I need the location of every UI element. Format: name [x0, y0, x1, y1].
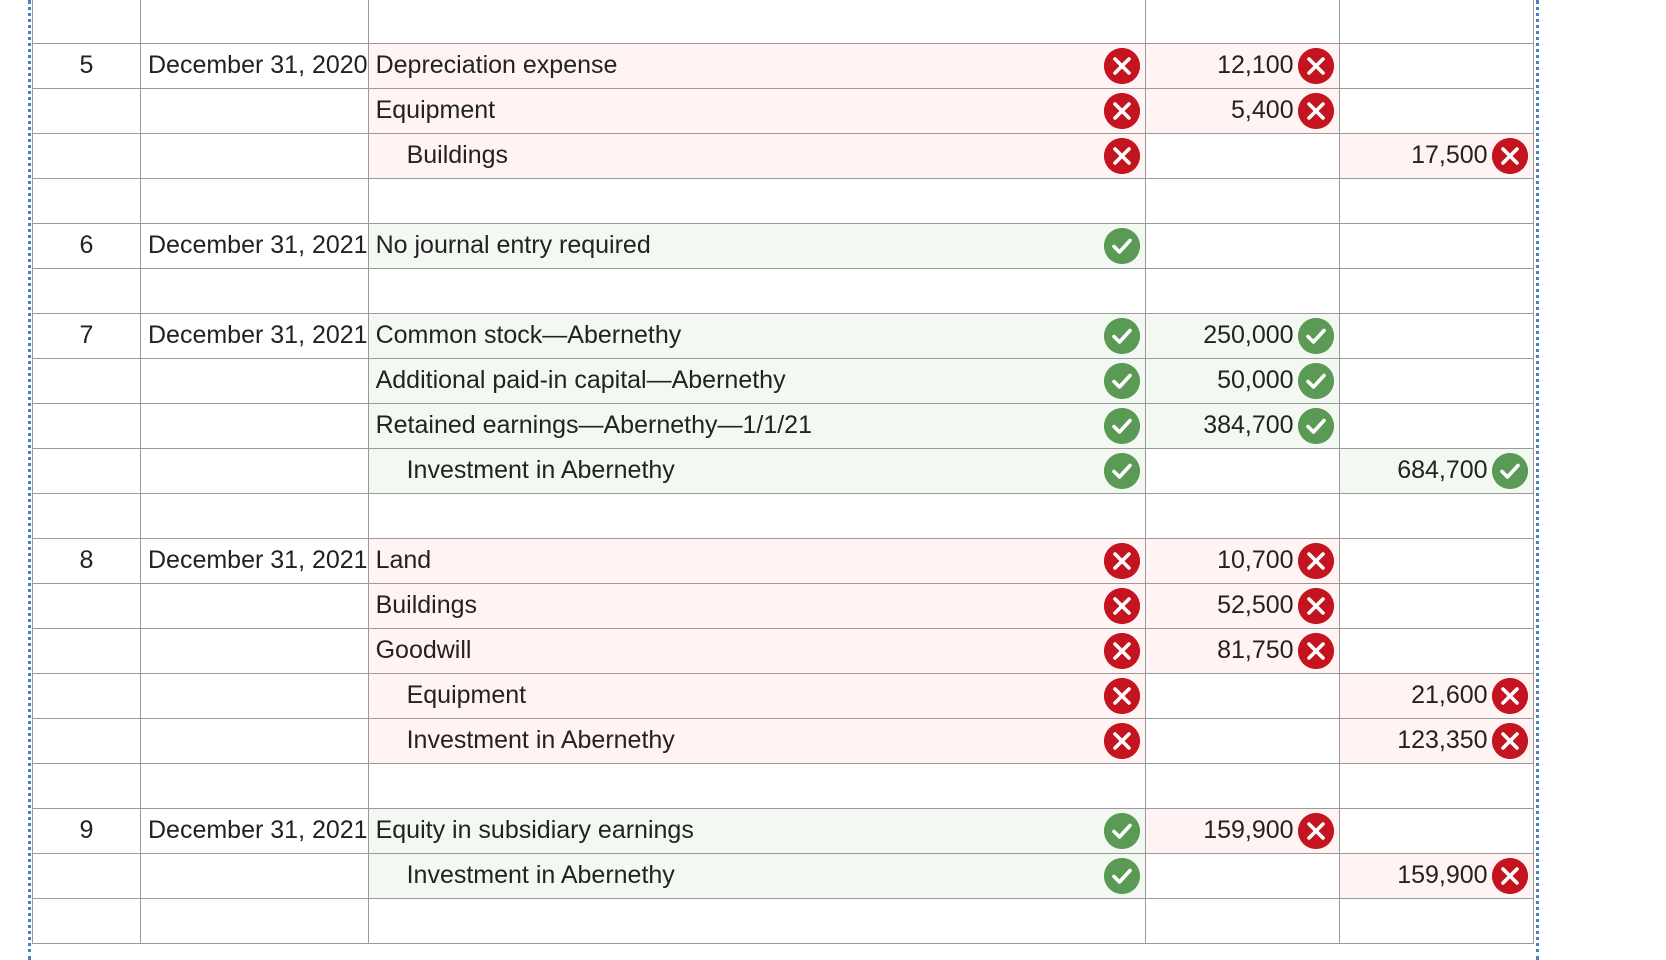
account-cell[interactable] — [368, 313, 1145, 358]
check-circle-icon — [1104, 318, 1140, 354]
credit-amount: 159,900 — [1397, 861, 1488, 889]
check-circle-icon — [1492, 453, 1528, 489]
entry-number-cell[interactable] — [33, 358, 141, 403]
table-row — [33, 313, 1534, 358]
credit-amount: 684,700 — [1397, 456, 1488, 484]
account-cell[interactable] — [368, 628, 1145, 673]
credit-cell[interactable] — [1339, 178, 1533, 223]
table-row — [33, 763, 1534, 808]
table-row — [33, 403, 1534, 448]
entry-number-cell[interactable] — [33, 178, 141, 223]
entry-number-cell[interactable]: 7 — [33, 313, 141, 358]
x-circle-icon — [1104, 678, 1140, 714]
date-cell[interactable]: December 31, 2021 — [141, 538, 369, 583]
entry-number-cell[interactable] — [33, 628, 141, 673]
account-name: Investment in Abernethy — [406, 456, 675, 484]
x-circle-icon — [1492, 858, 1528, 894]
entry-number-cell[interactable]: 5 — [33, 43, 141, 88]
account-name: Common stock—Abernethy — [375, 321, 682, 349]
debit-cell[interactable] — [1145, 268, 1339, 313]
debit-cell[interactable] — [1145, 898, 1339, 943]
entry-number-cell[interactable] — [33, 133, 141, 178]
entry-number-cell[interactable] — [33, 448, 141, 493]
account-cell[interactable] — [368, 493, 1145, 538]
account-cell[interactable] — [368, 88, 1145, 133]
account-name: Investment in Abernethy — [406, 861, 675, 889]
debit-amount: 81,750 — [1217, 636, 1294, 664]
debit-amount: 52,500 — [1217, 591, 1294, 619]
check-circle-icon — [1104, 813, 1140, 849]
account-name: Investment in Abernethy — [406, 726, 675, 754]
debit-cell[interactable] — [1145, 583, 1339, 628]
date-cell[interactable] — [141, 898, 369, 943]
table-row — [33, 448, 1534, 493]
check-circle-icon — [1104, 858, 1140, 894]
table-row — [33, 583, 1534, 628]
account-cell[interactable] — [368, 268, 1145, 313]
account-cell[interactable] — [368, 0, 1145, 43]
check-circle-icon — [1298, 363, 1334, 399]
x-circle-icon — [1298, 588, 1334, 624]
credit-amount: 123,350 — [1397, 726, 1488, 754]
credit-cell[interactable] — [1339, 538, 1533, 583]
table-row — [33, 853, 1534, 898]
date-cell[interactable] — [141, 628, 369, 673]
x-circle-icon — [1104, 93, 1140, 129]
date-cell[interactable] — [141, 853, 369, 898]
credit-cell[interactable] — [1339, 628, 1533, 673]
table-row — [33, 43, 1534, 88]
check-circle-icon — [1104, 453, 1140, 489]
dotted-frame-right — [1536, 0, 1539, 960]
debit-cell[interactable] — [1145, 448, 1339, 493]
credit-cell[interactable] — [1339, 583, 1533, 628]
credit-cell[interactable] — [1339, 88, 1533, 133]
check-circle-icon — [1104, 228, 1140, 264]
account-cell[interactable] — [368, 673, 1145, 718]
table-row — [33, 358, 1534, 403]
entry-number-cell[interactable]: 8 — [33, 538, 141, 583]
account-cell[interactable] — [368, 223, 1145, 268]
debit-cell[interactable] — [1145, 718, 1339, 763]
check-circle-icon — [1298, 408, 1334, 444]
account-cell[interactable] — [368, 583, 1145, 628]
date-cell[interactable] — [141, 88, 369, 133]
account-name: Buildings — [375, 591, 478, 619]
check-circle-icon — [1104, 363, 1140, 399]
x-circle-icon — [1104, 633, 1140, 669]
x-circle-icon — [1104, 588, 1140, 624]
debit-amount: 10,700 — [1217, 546, 1294, 574]
date-cell[interactable] — [141, 673, 369, 718]
x-circle-icon — [1492, 723, 1528, 759]
entry-number-cell[interactable] — [33, 898, 141, 943]
entry-number-cell[interactable] — [33, 673, 141, 718]
debit-amount: 384,700 — [1203, 411, 1294, 439]
entry-number-cell[interactable] — [33, 403, 141, 448]
debit-cell[interactable] — [1145, 493, 1339, 538]
date-cell[interactable] — [141, 133, 369, 178]
credit-cell[interactable] — [1339, 853, 1533, 898]
table-row — [33, 223, 1534, 268]
dotted-frame-left — [28, 0, 31, 960]
entry-number-cell[interactable] — [33, 763, 141, 808]
credit-amount: 21,600 — [1411, 681, 1488, 709]
debit-cell[interactable] — [1145, 808, 1339, 853]
x-circle-icon — [1104, 138, 1140, 174]
debit-cell[interactable] — [1145, 223, 1339, 268]
account-name: Equipment — [406, 681, 527, 709]
account-cell[interactable] — [368, 403, 1145, 448]
account-cell[interactable] — [368, 853, 1145, 898]
entry-number-cell[interactable] — [33, 853, 141, 898]
date-cell[interactable] — [141, 493, 369, 538]
debit-cell[interactable] — [1145, 358, 1339, 403]
credit-cell[interactable] — [1339, 448, 1533, 493]
account-cell[interactable] — [368, 808, 1145, 853]
journal-entry-table — [32, 0, 1534, 944]
debit-cell[interactable] — [1145, 0, 1339, 43]
date-cell[interactable] — [141, 763, 369, 808]
credit-cell[interactable] — [1339, 403, 1533, 448]
date-cell[interactable]: December 31, 2021 — [141, 808, 369, 853]
account-name: No journal entry required — [375, 231, 651, 259]
table-row — [33, 133, 1534, 178]
debit-amount: 5,400 — [1231, 96, 1294, 124]
account-cell[interactable] — [368, 718, 1145, 763]
account-name: Land — [375, 546, 432, 574]
table-row — [33, 673, 1534, 718]
debit-amount: 50,000 — [1217, 366, 1294, 394]
account-name: Depreciation expense — [375, 51, 618, 79]
account-name: Retained earnings—Abernethy—1/1/21 — [375, 411, 812, 439]
account-name: Additional paid-in capital—Abernethy — [375, 366, 786, 394]
x-circle-icon — [1104, 543, 1140, 579]
entry-number-cell[interactable] — [33, 88, 141, 133]
table-row — [33, 0, 1534, 43]
debit-cell[interactable] — [1145, 178, 1339, 223]
x-circle-icon — [1298, 813, 1334, 849]
debit-cell[interactable] — [1145, 403, 1339, 448]
credit-cell[interactable] — [1339, 493, 1533, 538]
table-row — [33, 88, 1534, 133]
account-name: Goodwill — [375, 636, 472, 664]
debit-amount: 159,900 — [1203, 816, 1294, 844]
entry-number-cell[interactable] — [33, 583, 141, 628]
debit-cell[interactable] — [1145, 538, 1339, 583]
x-circle-icon — [1298, 633, 1334, 669]
debit-cell[interactable] — [1145, 763, 1339, 808]
date-cell[interactable]: December 31, 2020 — [141, 43, 369, 88]
table-row — [33, 808, 1534, 853]
table-row — [33, 178, 1534, 223]
date-cell[interactable]: December 31, 2021 — [141, 223, 369, 268]
entry-number-cell[interactable]: 9 — [33, 808, 141, 853]
table-row — [33, 538, 1534, 583]
account-cell[interactable] — [368, 538, 1145, 583]
account-cell[interactable] — [368, 43, 1145, 88]
x-circle-icon — [1298, 48, 1334, 84]
check-circle-icon — [1104, 408, 1140, 444]
table-row — [33, 493, 1534, 538]
x-circle-icon — [1104, 723, 1140, 759]
credit-cell[interactable] — [1339, 43, 1533, 88]
x-circle-icon — [1492, 138, 1528, 174]
credit-cell[interactable] — [1339, 673, 1533, 718]
table-row — [33, 898, 1534, 943]
debit-cell[interactable] — [1145, 88, 1339, 133]
debit-cell[interactable] — [1145, 853, 1339, 898]
table-row — [33, 628, 1534, 673]
credit-cell[interactable] — [1339, 763, 1533, 808]
table-row — [33, 268, 1534, 313]
x-circle-icon — [1492, 678, 1528, 714]
account-cell[interactable] — [368, 448, 1145, 493]
account-name: Buildings — [406, 141, 509, 169]
credit-cell[interactable] — [1339, 898, 1533, 943]
account-cell[interactable] — [368, 763, 1145, 808]
account-cell[interactable] — [368, 178, 1145, 223]
credit-cell[interactable] — [1339, 808, 1533, 853]
x-circle-icon — [1298, 543, 1334, 579]
account-name: Equipment — [375, 96, 496, 124]
debit-cell[interactable] — [1145, 673, 1339, 718]
debit-cell[interactable] — [1145, 43, 1339, 88]
credit-cell[interactable] — [1339, 358, 1533, 403]
credit-cell[interactable] — [1339, 268, 1533, 313]
credit-cell[interactable] — [1339, 0, 1533, 43]
date-cell[interactable] — [141, 0, 369, 43]
account-cell[interactable] — [368, 133, 1145, 178]
debit-amount: 250,000 — [1203, 321, 1294, 349]
account-cell[interactable] — [368, 358, 1145, 403]
debit-cell[interactable] — [1145, 313, 1339, 358]
date-cell[interactable] — [141, 403, 369, 448]
entry-number-cell[interactable] — [33, 718, 141, 763]
date-cell[interactable] — [141, 718, 369, 763]
entry-number-cell[interactable] — [33, 493, 141, 538]
debit-cell[interactable] — [1145, 628, 1339, 673]
credit-cell[interactable] — [1339, 133, 1533, 178]
date-cell[interactable] — [141, 268, 369, 313]
date-cell[interactable] — [141, 448, 369, 493]
account-name: Equity in subsidiary earnings — [375, 816, 694, 844]
entry-number-cell[interactable]: 6 — [33, 223, 141, 268]
credit-cell[interactable] — [1339, 313, 1533, 358]
credit-amount: 17,500 — [1411, 141, 1488, 169]
credit-cell[interactable] — [1339, 718, 1533, 763]
credit-cell[interactable] — [1339, 223, 1533, 268]
table-row — [33, 718, 1534, 763]
entry-number-cell[interactable] — [33, 268, 141, 313]
debit-amount: 12,100 — [1217, 51, 1294, 79]
debit-cell[interactable] — [1145, 133, 1339, 178]
x-circle-icon — [1104, 48, 1140, 84]
entry-number-cell[interactable] — [33, 0, 141, 43]
date-cell[interactable] — [141, 178, 369, 223]
check-circle-icon — [1298, 318, 1334, 354]
account-cell[interactable] — [368, 898, 1145, 943]
date-cell[interactable] — [141, 358, 369, 403]
date-cell[interactable]: December 31, 2021 — [141, 313, 369, 358]
x-circle-icon — [1298, 93, 1334, 129]
date-cell[interactable] — [141, 583, 369, 628]
